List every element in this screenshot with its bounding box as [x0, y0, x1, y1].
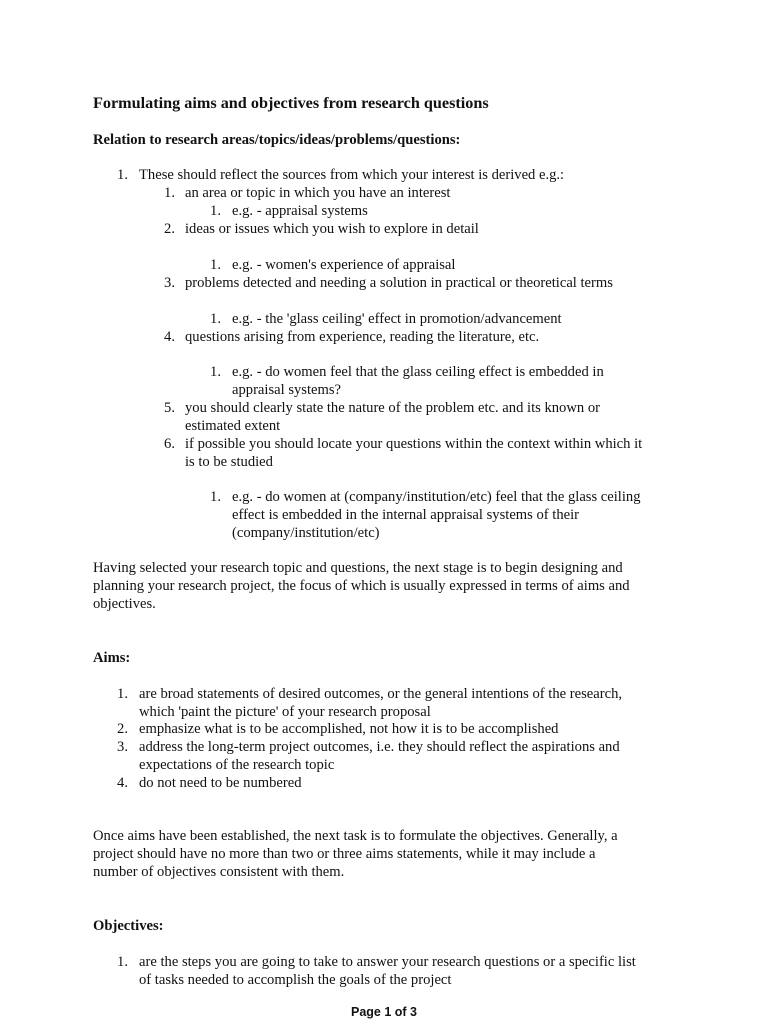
- aims-heading: Aims:: [93, 650, 131, 666]
- paragraph-line: Having selected your research topic and questions, the next stage is to begin designing and: [93, 560, 623, 576]
- list-item-continuation: is to be studied: [185, 454, 273, 470]
- list-item-continuation: effect is embedded in the internal appraisal systems of their: [232, 507, 580, 523]
- paragraph-line: Once aims have been established, the next task is to formulate the objectives. Generally, a: [93, 828, 618, 844]
- list-item: e.g. - do women at (company/institution/etc) feel that the glass ceiling: [232, 489, 641, 505]
- list-item: ideas or issues which you wish to explore in detail: [185, 221, 479, 237]
- list-item: are broad statements of desired outcomes, or the general intentions of the research,: [139, 686, 623, 702]
- list-number: 1.: [210, 203, 221, 219]
- list-number: 1.: [210, 257, 221, 273]
- list-item: problems detected and needing a solution in practical or theoretical terms: [185, 275, 613, 291]
- list-number: 1.: [117, 686, 128, 702]
- list-item: an area or topic in which you have an interest: [185, 185, 451, 201]
- list-item: do not need to be numbered: [139, 775, 302, 791]
- paragraph-line: number of objectives consistent with them.: [93, 864, 345, 880]
- list-number: 2.: [164, 221, 175, 237]
- list-item-continuation: expectations of the research topic: [139, 757, 335, 773]
- list-number: 2.: [117, 721, 128, 737]
- list-item: questions arising from experience, reading the literature, etc.: [185, 329, 540, 345]
- list-number: 1.: [210, 364, 221, 380]
- objectives-heading: Objectives:: [93, 918, 164, 934]
- page-number-footer: Page 1 of 3: [351, 1005, 417, 1019]
- list-number: 1.: [210, 489, 221, 505]
- list-item: e.g. - appraisal systems: [232, 203, 368, 219]
- list-number: 3.: [164, 275, 175, 291]
- list-item-continuation: appraisal systems?: [232, 382, 342, 398]
- list-number: 1.: [164, 185, 175, 201]
- list-number: 1.: [210, 311, 221, 327]
- relation-heading: Relation to research areas/topics/ideas/problems/questions:: [93, 132, 461, 148]
- list-item: These should reflect the sources from which your interest is derived e.g.:: [139, 167, 565, 183]
- list-number: 3.: [117, 739, 128, 755]
- list-item-continuation: of tasks needed to accomplish the goals of the project: [139, 972, 452, 988]
- list-number: 1.: [117, 954, 128, 970]
- list-item: you should clearly state the nature of the problem etc. and its known or: [185, 400, 600, 416]
- list-number: 4.: [164, 329, 175, 345]
- list-number: 1.: [117, 167, 128, 183]
- list-item-continuation: (company/institution/etc): [232, 525, 380, 541]
- paragraph-line: project should have no more than two or three aims statements, while it may include a: [93, 846, 596, 862]
- paragraph-line: planning your research project, the focus of which is usually expressed in terms of aims and: [93, 578, 630, 594]
- document-title: Formulating aims and objectives from research questions: [93, 94, 489, 112]
- list-number: 4.: [117, 775, 128, 791]
- list-item: e.g. - do women feel that the glass ceiling effect is embedded in: [232, 364, 604, 380]
- list-item: address the long-term project outcomes, i.e. they should reflect the aspirations and: [139, 739, 620, 755]
- list-item: e.g. - women's experience of appraisal: [232, 257, 456, 273]
- list-item: e.g. - the 'glass ceiling' effect in promotion/advancement: [232, 311, 562, 327]
- list-number: 6.: [164, 436, 175, 452]
- list-item-continuation: which 'paint the picture' of your research proposal: [139, 704, 431, 720]
- list-item: are the steps you are going to take to answer your research questions or a specific list: [139, 954, 636, 970]
- list-number: 5.: [164, 400, 175, 416]
- list-item-continuation: estimated extent: [185, 418, 281, 434]
- paragraph-line: objectives.: [93, 596, 156, 612]
- list-item: if possible you should locate your questions within the context within which it: [185, 436, 643, 452]
- list-item: emphasize what is to be accomplished, not how it is to be accomplished: [139, 721, 559, 737]
